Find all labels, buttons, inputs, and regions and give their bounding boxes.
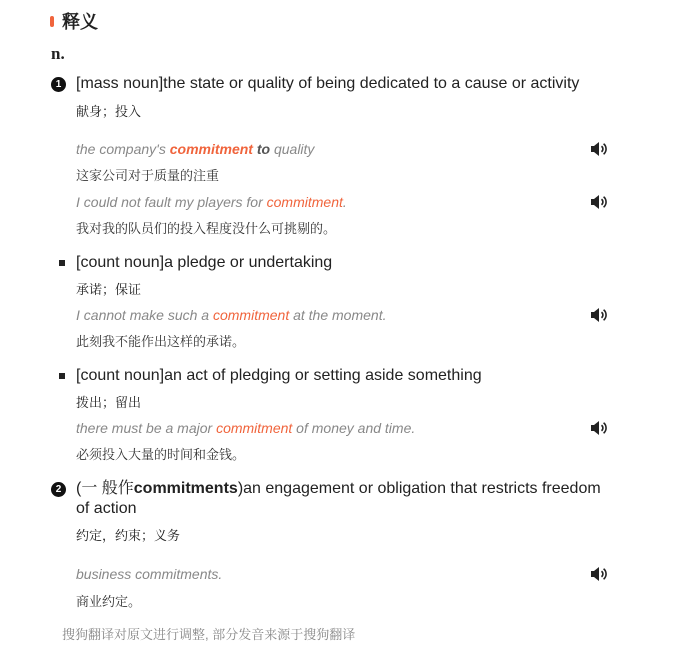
headword: commitments — [133, 480, 238, 497]
speaker-icon[interactable] — [590, 307, 608, 323]
example-sentence: I cannot make such a commitment at the moment. — [76, 307, 387, 323]
example-translation: 这家公司对于质量的注重 — [76, 168, 220, 183]
source-note: 搜狗翻译对原文进行调整, 部分发音来源于搜狗翻译 — [62, 627, 356, 642]
grammar-label: [mass noun] — [76, 75, 164, 92]
part-of-speech: n. — [51, 44, 65, 63]
example-translation: 商业约定。 — [76, 594, 142, 609]
grammar-label: [count noun] — [76, 367, 165, 384]
sense-translation: 献身；投入 — [76, 104, 142, 119]
definition-text: an act of pledging or setting aside something — [164, 367, 482, 384]
example-sentence: I could not fault my players for commitment. — [76, 194, 347, 210]
section-header — [50, 9, 98, 33]
accent-bar — [50, 16, 54, 27]
example-sentence: the company's commitment to quality — [76, 141, 315, 157]
section-title: 释义 — [62, 12, 98, 32]
sense-definition — [76, 74, 616, 94]
speaker-icon[interactable] — [590, 566, 608, 582]
definition-text: a pledge or undertaking — [164, 254, 333, 271]
grammar-label: [count noun] — [76, 254, 165, 271]
sense-number-badge: 2 — [51, 482, 66, 497]
sense-translation: 约定，约束；义务 — [76, 528, 181, 543]
speaker-icon[interactable] — [590, 141, 608, 157]
sense-definition — [76, 253, 616, 273]
sub-sense-bullet — [59, 260, 65, 266]
example-keyword: commitment — [216, 420, 293, 436]
sense-definition — [76, 366, 616, 386]
speaker-icon[interactable] — [590, 420, 608, 436]
example-sentence: business commitments. — [76, 566, 223, 582]
speaker-icon[interactable] — [590, 194, 608, 210]
example-sentence: there must be a major commitment of money and time. — [76, 420, 416, 436]
example-keyword: commitment — [266, 194, 343, 210]
example-translation: 此刻我不能作出这样的承诺。 — [76, 334, 246, 349]
example-translation: 必须投入大量的时间和金钱。 — [76, 447, 246, 462]
sub-sense-bullet — [59, 373, 65, 379]
definition-text: an engagement or obligation that restricts freedom of action — [76, 480, 601, 517]
definition-text: the state or quality of being dedicated to a cause or activity — [163, 75, 580, 92]
sense-translation: 承诺；保证 — [76, 282, 142, 297]
sense-definition: (一 般作commitments)an engagement or obligation that restricts freedom of action — [76, 480, 601, 517]
sense-number-badge: 1 — [51, 77, 66, 92]
example-keyword: commitment — [169, 141, 253, 157]
example-translation: 我对我的队员们的投入程度没什么可挑剔的。 — [76, 221, 337, 236]
example-keyword: commitment — [212, 307, 290, 323]
sense-translation: 拨出；留出 — [76, 395, 142, 410]
